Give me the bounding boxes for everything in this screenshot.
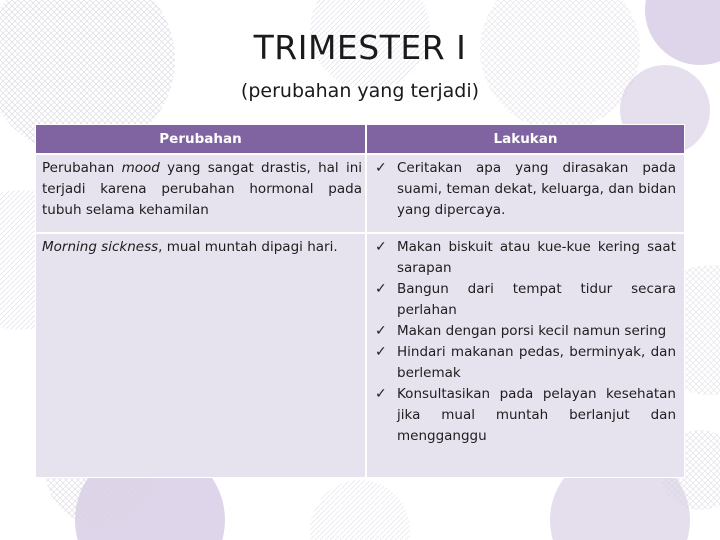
change-cell bbox=[35, 233, 366, 478]
trimester-table bbox=[35, 124, 685, 478]
change-emphasis: Morning sickness bbox=[42, 239, 159, 255]
action-text: Makan biskuit atau kue-kue kering saat sarapan bbox=[397, 239, 676, 276]
slide-subtitle: (perubahan yang terjadi) bbox=[240, 80, 480, 102]
action-item bbox=[373, 384, 676, 447]
checkmark-icon: ✓ bbox=[375, 239, 387, 255]
change-cell bbox=[35, 154, 366, 233]
action-item bbox=[373, 279, 676, 321]
action-text: Konsultasikan pada pelayan kesehatan jika mual muntah berlanjut dan mengganggu bbox=[397, 386, 676, 444]
action-text: Hindari makanan pedas, berminyak, dan berlemak bbox=[397, 344, 676, 381]
table-header-row bbox=[35, 124, 685, 154]
header-lakukan: Lakukan bbox=[366, 124, 685, 154]
slide-title: TRIMESTER I bbox=[253, 28, 467, 67]
table-row bbox=[35, 233, 685, 478]
action-list bbox=[373, 237, 676, 447]
change-text: yang sangat drastis, hal ini terjadi karena perubahan hormonal pada tubuh selama kehamilan bbox=[42, 160, 362, 218]
action-text: Bangun dari tempat tidur secara perlahan bbox=[397, 281, 676, 318]
action-item bbox=[373, 342, 676, 384]
change-text: , mual muntah dipagi hari. bbox=[158, 239, 338, 255]
checkmark-icon: ✓ bbox=[375, 344, 387, 360]
checkmark-icon: ✓ bbox=[375, 160, 387, 176]
action-text: Makan dengan porsi kecil namun sering bbox=[397, 323, 667, 339]
action-item bbox=[373, 321, 676, 342]
checkmark-icon: ✓ bbox=[375, 281, 387, 297]
action-list bbox=[373, 158, 676, 221]
action-item bbox=[373, 237, 676, 279]
checkmark-icon: ✓ bbox=[375, 386, 387, 402]
change-text: Perubahan bbox=[42, 160, 122, 176]
header-perubahan: Perubahan bbox=[35, 124, 366, 154]
action-cell bbox=[366, 154, 685, 233]
table-row bbox=[35, 154, 685, 233]
action-item bbox=[373, 158, 676, 221]
checkmark-icon: ✓ bbox=[375, 323, 387, 339]
change-emphasis: mood bbox=[121, 160, 160, 176]
action-text: Ceritakan apa yang dirasakan pada suami, teman dekat, keluarga, dan bidan yang dipercaya. bbox=[397, 160, 676, 218]
action-cell bbox=[366, 233, 685, 478]
